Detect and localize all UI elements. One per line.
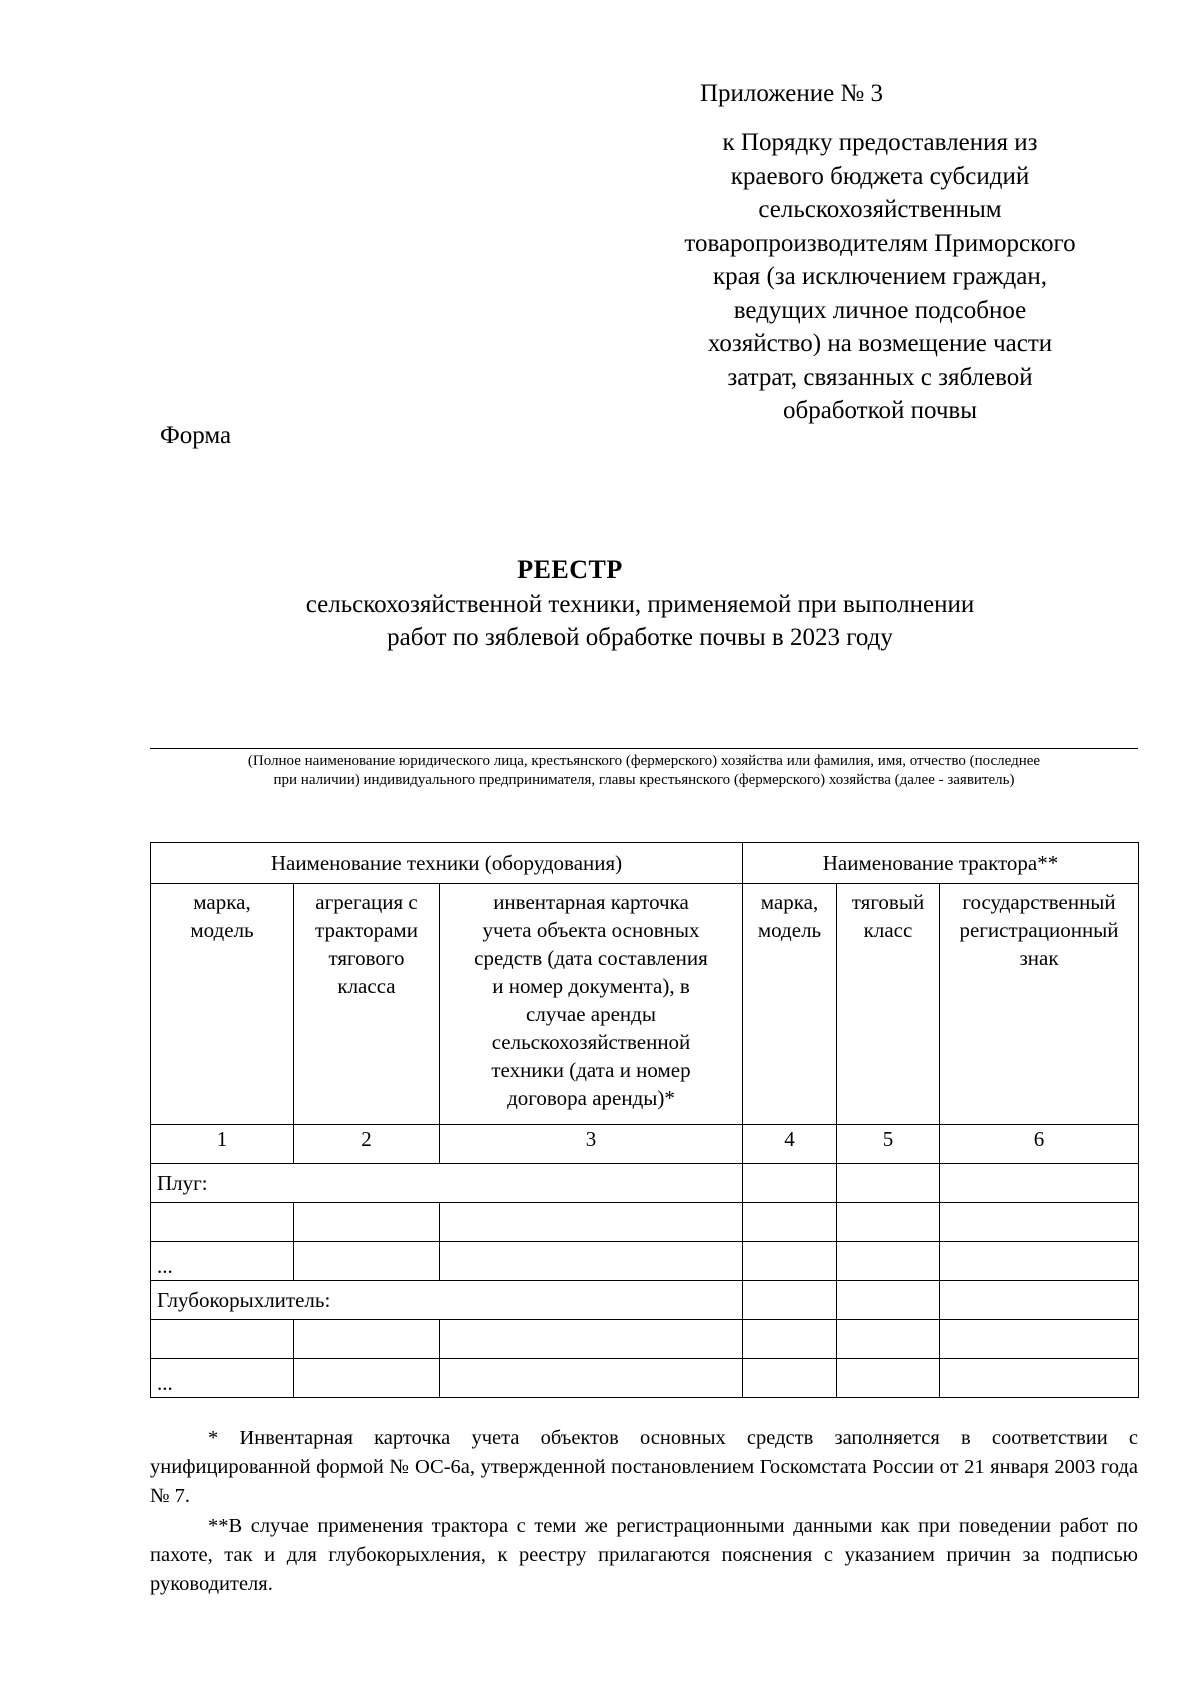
table-cell[interactable] — [294, 1320, 440, 1359]
column-header-tractor-model: марка, модель — [743, 884, 837, 1125]
appendix-subtitle: к Порядку предоставления из краевого бюджета субсидий сельскохозяйственным товаропроизводителям Приморского края (за исключением граждан, ведущих личное подсобное хозяйство) на возмещение части затрат, связанных с зяблевой обработкой почвы — [684, 129, 1076, 424]
table-cell[interactable] — [743, 1242, 837, 1281]
table-cell[interactable] — [837, 1242, 940, 1281]
table-row — [151, 1359, 1139, 1398]
table-cell[interactable] — [837, 1203, 940, 1242]
section-row-plow — [151, 1164, 1139, 1203]
group-header-tractor: Наименование трактора** — [743, 843, 1139, 884]
table-row — [151, 1203, 1139, 1242]
table-cell[interactable] — [440, 1242, 743, 1281]
column-number: 2 — [294, 1125, 440, 1164]
table-cell[interactable] — [837, 1320, 940, 1359]
table-cell[interactable] — [940, 1320, 1139, 1359]
table-column-header-row — [151, 884, 1139, 1125]
table-cell[interactable] — [294, 1242, 440, 1281]
table-cell[interactable] — [940, 1359, 1139, 1398]
column-header-inventory-card: инвентарная карточка учета объекта основных средств (дата составления и номер документа), в случае аренды сельскохозяйственной техники (дата и номер договора аренды)* — [440, 884, 743, 1125]
column-number-row — [151, 1125, 1139, 1164]
table-cell[interactable] — [440, 1359, 743, 1398]
table-cell[interactable] — [837, 1164, 940, 1203]
column-number: 3 — [440, 1125, 743, 1164]
table-row — [151, 1242, 1139, 1281]
footnote-tractor: **В случае применения трактора с теми же регистрационными данными как при поведении работ по пахоте, так и для глубокорыхления, к реестру прилагаются пояснения с указанием причин за подписью руководителя. — [150, 1515, 1138, 1595]
table-cell[interactable] — [151, 1320, 294, 1359]
column-number: 5 — [837, 1125, 940, 1164]
ellipsis-cell[interactable]: ... — [151, 1242, 294, 1281]
applicant-fill-line[interactable] — [150, 748, 1138, 749]
column-header-registration-sign: государственный регистрационный знак — [940, 884, 1139, 1125]
footnote-inventory-card: * Инвентарная карточка учета объектов основных средств заполняется в соответствии с унифицированной формой № ОС-6а, утвержденной постановлением Госкомстата России от 21 января 2003 года № 7. — [150, 1427, 1138, 1507]
table-cell[interactable] — [440, 1203, 743, 1242]
table-cell[interactable] — [837, 1281, 940, 1320]
table-cell[interactable] — [743, 1320, 837, 1359]
table-cell[interactable] — [743, 1203, 837, 1242]
column-number: 4 — [743, 1125, 837, 1164]
applicant-caption: (Полное наименование юридического лица, крестьянского (фермерского) хозяйства или фамилия, имя, отчество (последнее при наличии) индивидуального предпринимателя, главы крестьянского (фермерского) хозяйства (далее - заявитель) — [247, 753, 1041, 788]
table-cell[interactable] — [940, 1281, 1139, 1320]
table-cell[interactable] — [440, 1320, 743, 1359]
table-cell[interactable] — [743, 1359, 837, 1398]
table-cell[interactable] — [743, 1281, 837, 1320]
column-header-equipment-model: марка, модель — [151, 884, 294, 1125]
appendix-title: Приложение № 3 — [700, 80, 884, 107]
column-number: 6 — [940, 1125, 1139, 1164]
table-cell[interactable] — [151, 1203, 294, 1242]
registry-title: РЕЕСТР — [517, 555, 623, 584]
section-row-subsoiler — [151, 1281, 1139, 1320]
table-cell[interactable] — [940, 1164, 1139, 1203]
registry-subtitle: сельскохозяйственной техники, применяемой при выполнении работ по зяблевой обработке почвы в 2023 году — [305, 591, 975, 651]
section-label-plow: Плуг: — [151, 1164, 743, 1203]
table-cell[interactable] — [294, 1359, 440, 1398]
registry-table — [150, 842, 1139, 1398]
section-label-subsoiler: Глубокорыхлитель: — [151, 1281, 743, 1320]
table-group-header-row — [151, 843, 1139, 884]
table-cell[interactable] — [940, 1203, 1139, 1242]
table-cell[interactable] — [837, 1359, 940, 1398]
column-header-aggregation: агрегация с тракторами тягового класса — [294, 884, 440, 1125]
group-header-equipment: Наименование техники (оборудования) — [151, 843, 743, 884]
form-label: Форма — [160, 422, 232, 449]
table-cell[interactable] — [294, 1203, 440, 1242]
table-cell[interactable] — [940, 1242, 1139, 1281]
table-cell[interactable] — [743, 1164, 837, 1203]
table-row — [151, 1320, 1139, 1359]
ellipsis-cell[interactable]: ... — [151, 1359, 294, 1398]
column-header-traction-class: тяговый класс — [837, 884, 940, 1125]
column-number: 1 — [151, 1125, 294, 1164]
